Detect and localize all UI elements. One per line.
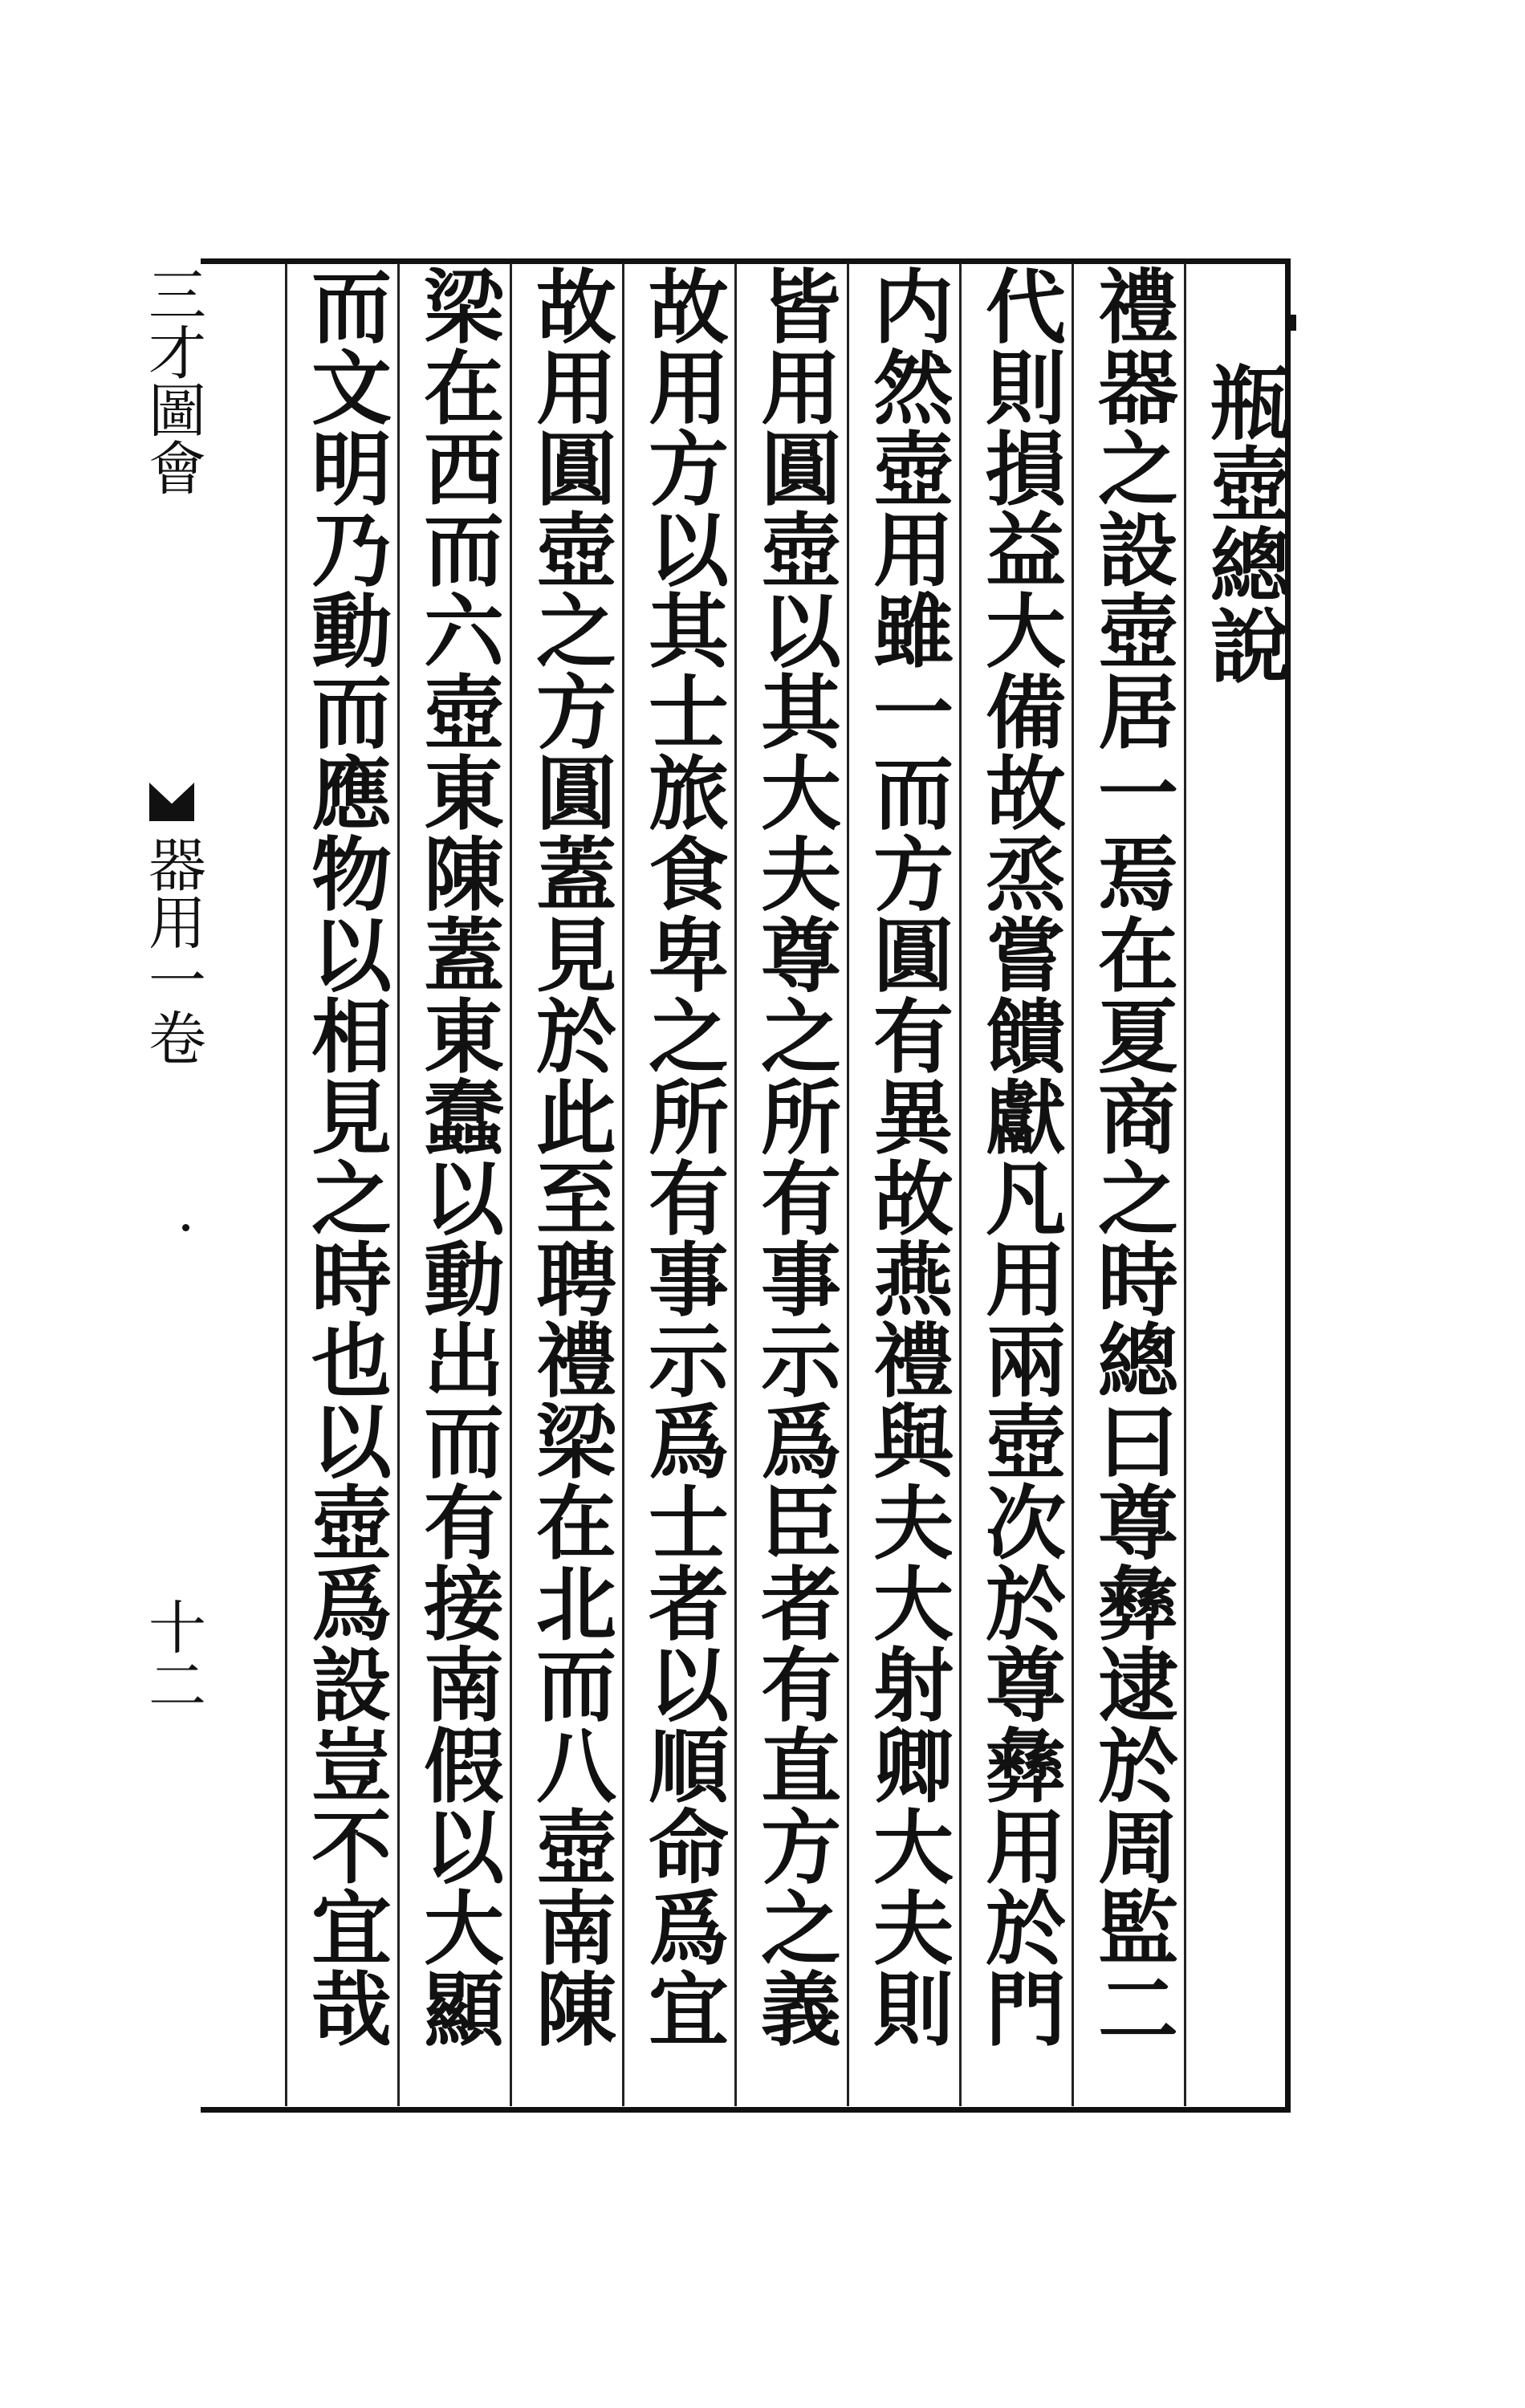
frame-corner-mark [1285,315,1296,331]
margin-book-title: 三才圖會 [139,265,206,496]
column-rule [734,263,737,2106]
margin-dot [182,1224,189,1231]
margin-page-number: 十二 [139,1597,206,1713]
column-rule [847,263,849,2106]
column-rule [397,263,400,2106]
text-column-6: 故用圓壺之方圓蓋見於此至聘禮梁在北而八壺南陳 [523,265,617,2048]
text-column-4: 皆用圓壺以其大夫尊之所有事示爲臣者有直方之義 [747,265,842,2048]
text-column-2: 代則損益大備故烝嘗饋獻凡用兩壺次於尊彝用於門 [972,265,1067,2048]
text-column-8: 而文明乃動而應物以相見之時也以壺爲設豈不宜哉 [298,265,392,2048]
page-title: 瓶壺總說 [1197,361,1291,685]
column-rule [959,263,962,2106]
column-rule [622,263,624,2106]
text-column-5: 故用方以其士旅食卑之所有事示爲士者以順命爲宜 [635,265,730,2048]
margin-section: 器用一卷 [139,835,206,1066]
column-rule [510,263,512,2106]
column-rule [1184,263,1186,2106]
text-column-3: 内然壺用雖一而方圓有異故燕禮與夫大射卿大夫則 [860,265,954,2048]
text-column-1: 禮器之設壺居一焉在夏商之時總曰尊彝逮於周監二 [1084,265,1179,2048]
column-rule [285,263,287,2106]
fishtail-mark [149,783,194,821]
text-column-7: 梁在西而六壺東陳蓋東蠢以動出而有接南假以大顯 [410,265,505,2048]
column-rule [1072,263,1074,2106]
